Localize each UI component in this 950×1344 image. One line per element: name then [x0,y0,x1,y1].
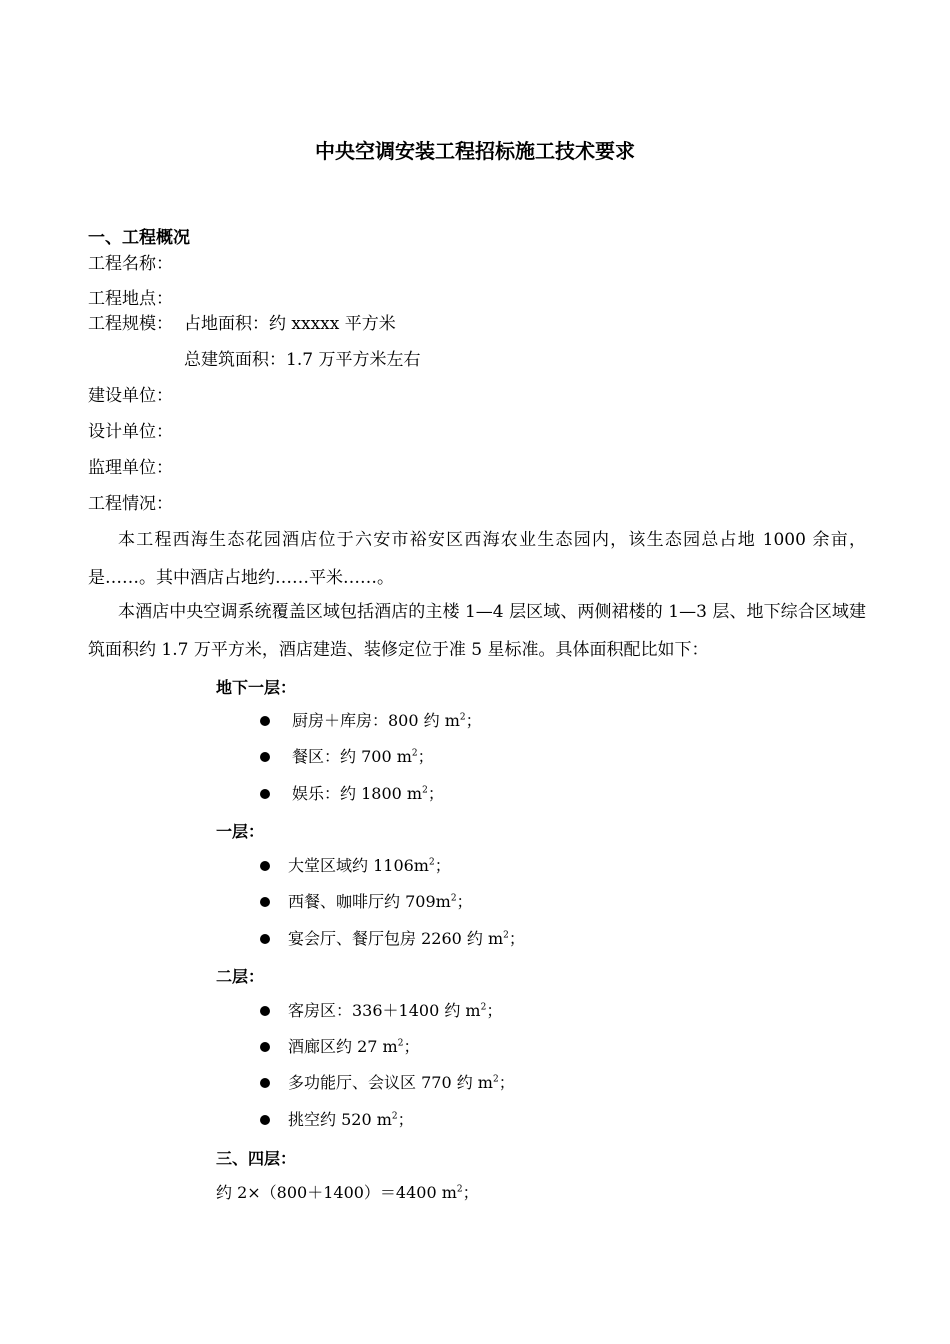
list-item: 宴会厅、餐厅包房 2260 约 $m^2$； [288,929,525,948]
list-item: 多功能厅、会议区 770 约 $m^2$； [288,1073,515,1092]
list-item: 西餐、咖啡厅约 $709m^2$； [288,892,473,911]
field-project-scale-total: 总建筑面积：1.7 万平方米左右 [184,350,421,370]
bullet-icon [260,1115,270,1125]
paragraph-coverage: 本酒店中央空调系统覆盖区域包括酒店的主楼 1—4 层区域、两侧裙楼的 1—3 层、地下综合区域建筑面积约 1.7 万平方米，酒店建造、装修定位于准 5 星标准。具体面积配比如下： [88,602,866,660]
field-project-scale-land: 占地面积：约 xxxxx 平方米 [184,314,396,334]
field-situation: 工程情况： [88,494,173,514]
list-item: 厨房＋库房：800 约 $m^2$； [292,711,482,730]
bullet-icon [260,716,270,726]
bullet-icon [260,861,270,871]
bullet-icon [260,1006,270,1016]
document-title: 中央空调安装工程招标施工技术要求 [315,139,635,163]
list-item: 娱乐：约 1800 $m^2$； [292,784,444,803]
bullet-icon [260,789,270,799]
list-item: 餐区：约 700 $m^2$； [292,747,434,766]
field-designer: 设计单位： [88,422,173,442]
floor-heading-third-fourth: 三、四层： [216,1149,297,1168]
field-project-location: 工程地点： [88,289,173,309]
paragraph-location: 本工程西海生态花园酒店位于六安市裕安区西海农业生态园内，该生态园总占地 1000 余亩，是……。其中酒店占地约……平米……。 [88,530,866,588]
list-item: 客房区：336＋1400 约 $m^2$； [288,1001,503,1020]
field-project-name: 工程名称： [88,254,173,274]
bullet-icon [260,934,270,944]
bullet-icon [260,752,270,762]
bullet-icon [260,1078,270,1088]
list-item: 挑空约 520 $m^2$； [288,1110,414,1129]
list-item: 酒廊区约 27 $m^2$； [288,1037,420,1056]
field-project-scale-label: 工程规模： [88,314,173,334]
floor-summary: 约 2×（800＋1400）＝4400 $m^2$； [216,1183,479,1202]
floor-heading-first: 一层： [216,822,265,841]
field-supervisor: 监理单位： [88,458,173,478]
bullet-icon [260,1042,270,1052]
floor-heading-second: 二层： [216,967,265,986]
section-heading-overview: 一、工程概况 [88,228,190,248]
floor-heading-basement: 地下一层： [216,678,297,697]
list-item: 大堂区域约 $1106m^2$； [288,856,451,875]
field-builder: 建设单位： [88,386,173,406]
bullet-icon [260,897,270,907]
